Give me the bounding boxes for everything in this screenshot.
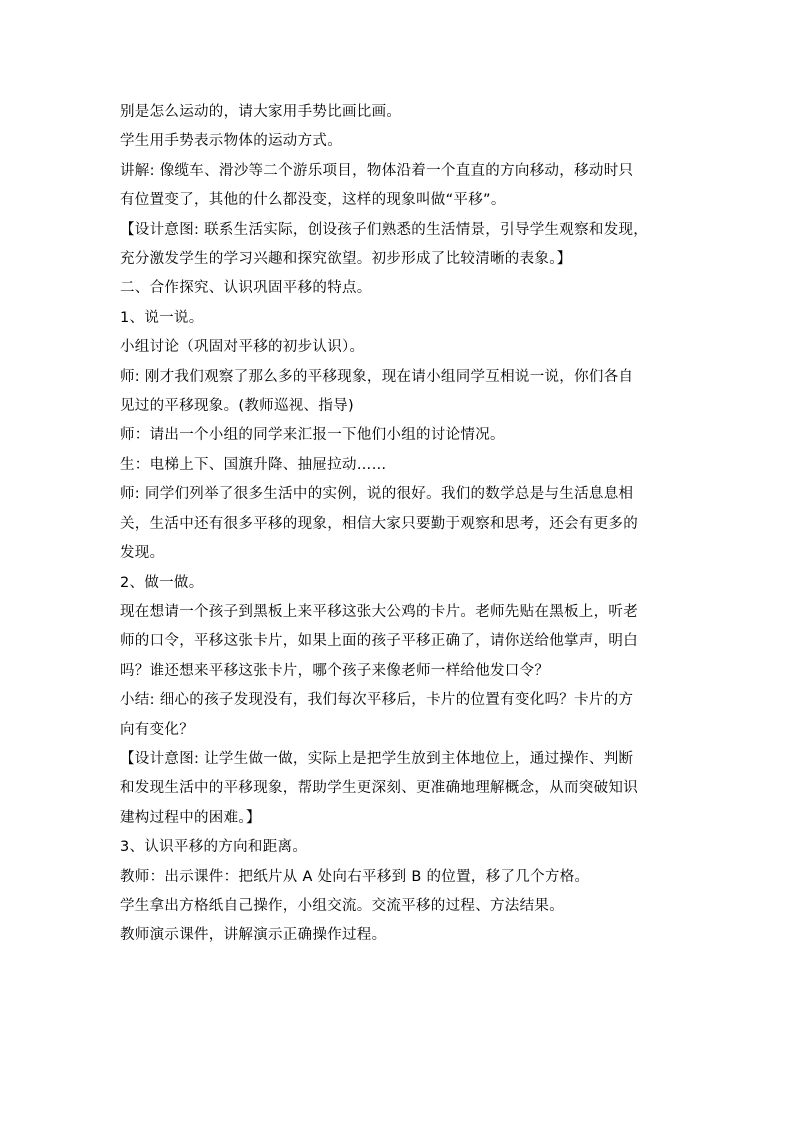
text-line: 师: 同学们列举了很多生活中的实例，说的很好。我们的数学总是与生活息息相 xyxy=(120,486,634,503)
text-line: 见过的平移现象。(教师巡视、指导) xyxy=(120,398,354,415)
text-line: 现在想请一个孩子到黑板上来平移这张大公鸡的卡片。老师先贴在黑板上，听老 xyxy=(120,603,638,620)
text-line: 讲解: 像缆车、滑沙等二个游乐项目，物体沿着一个直直的方向移动，移动时只 xyxy=(120,162,634,179)
subsection-heading: 1、说一说。 xyxy=(120,309,204,326)
text-line: 学生拿出方格纸自己操作，小组交流。交流平移的过程、方法结果。 xyxy=(120,897,564,914)
text-line: 师: 刚才我们观察了那么多的平移现象，现在请小组同学互相说一说，你们各自 xyxy=(120,368,634,385)
section-heading: 二、合作探究、认识巩固平移的特点。 xyxy=(120,280,372,297)
text-line: 向有变化？ xyxy=(120,721,194,738)
subsection-heading: 2、做一做。 xyxy=(120,574,204,591)
document-body xyxy=(120,98,680,951)
text-line: 关，生活中还有很多平移的现象，相信大家只要勤于观察和思考，还会有更多的 xyxy=(120,515,638,532)
design-intent-line: 建构过程中的困难。】 xyxy=(120,809,261,826)
design-intent-line: 【设计意图: 联系生活实际，创设孩子们熟悉的生活情景，引导学生观察和发现， xyxy=(120,221,649,238)
text-line: 学生用手势表示物体的运动方式。 xyxy=(120,133,342,150)
design-intent-line: 和发现生活中的平移现象，帮助学生更深刻、更准确地理解概念，从而突破知识 xyxy=(120,780,638,797)
subsection-heading: 3、认识平移的方向和距离。 xyxy=(120,839,308,856)
design-intent-line: 充分激发学生的学习兴趣和探究欲望。初步形成了比较清晰的表象。】 xyxy=(120,251,572,268)
text-line: 生：电梯上下、国旗升降、抽屉拉动…… xyxy=(120,456,387,473)
text-line: 小结: 细心的孩子发现没有，我们每次平移后，卡片的位置有变化吗？卡片的方 xyxy=(120,692,634,709)
text-line: 教师：出示课件：把纸片从 A 处向右平移到 B 的位置，移了几个方格。 xyxy=(120,868,590,885)
text-line: 吗？谁还想来平移这张卡片，哪个孩子来像老师一样给他发口令？ xyxy=(120,662,550,679)
text-line: 有位置变了，其他的什么都没变，这样的现象叫做“平移”。 xyxy=(120,192,506,209)
text-line: 师的口令，平移这张卡片，如果上面的孩子平移正确了，请你送给他掌声，明白 xyxy=(120,633,638,650)
text-line: 别是怎么运动的，请大家用手势比画比画。 xyxy=(120,104,402,120)
text-line: 师：请出一个小组的同学来汇报一下他们小组的讨论情况。 xyxy=(120,427,505,444)
text-line: 小组讨论（巩固对平移的初步认识）。 xyxy=(120,339,365,356)
text-line: 教师演示课件，讲解演示正确操作过程。 xyxy=(120,927,387,944)
text-line: 发现。 xyxy=(120,545,165,562)
design-intent-line: 【设计意图: 让学生做一做，实际上是把学生放到主体地位上，通过操作、判断 xyxy=(120,750,634,767)
